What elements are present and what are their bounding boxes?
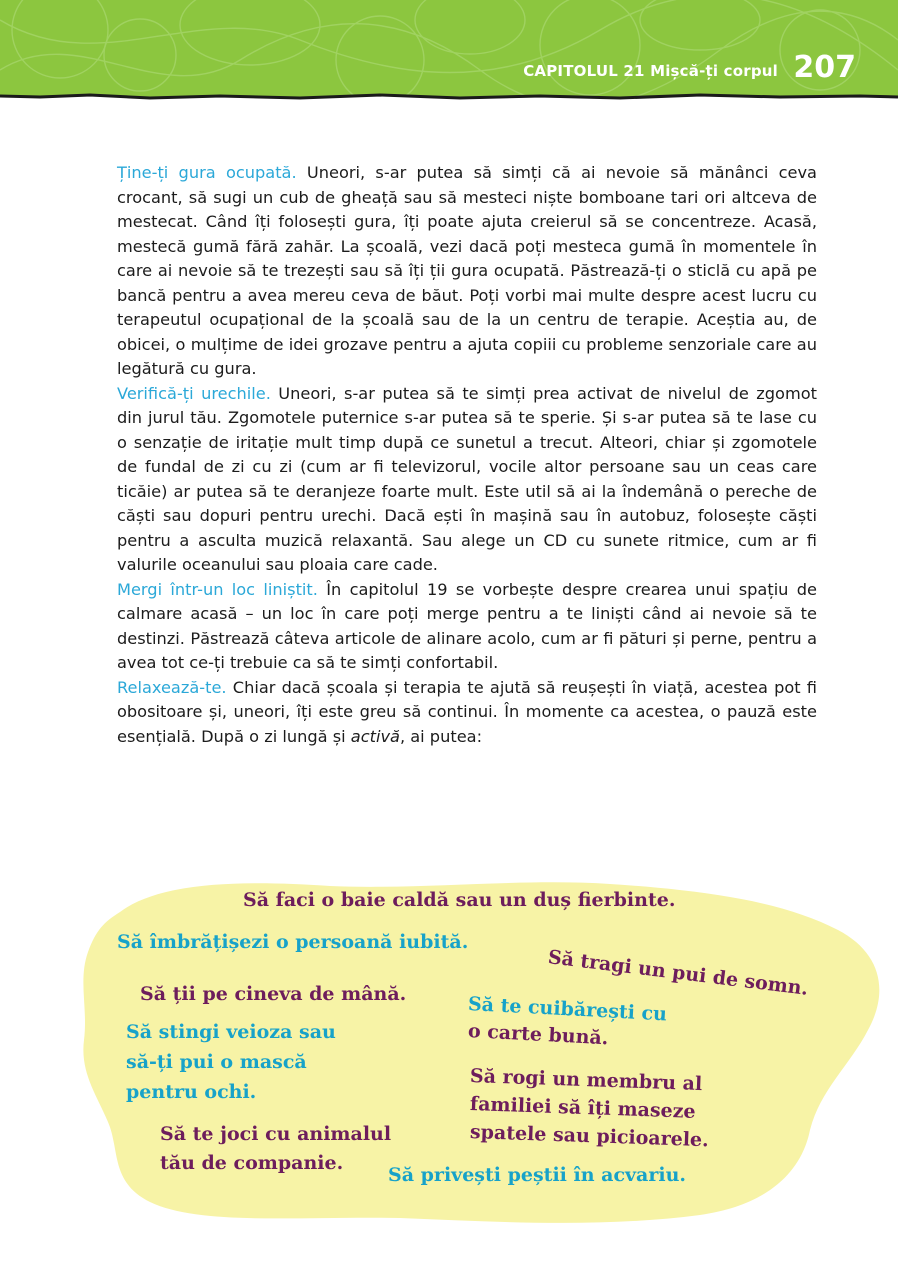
main-text [117, 161, 817, 749]
chapter-title: CAPITOLUL 21 Mișcă-ți corpul [523, 62, 778, 80]
idea-pet-line-2: tău de companie. [160, 1152, 344, 1174]
idea-hug: Să îmbrățișezi o persoană iubită. [117, 931, 469, 953]
idea-bath: Să faci o baie caldă sau un duș fierbinte. [243, 889, 676, 911]
paragraph-heading: Verifică-ți urechile. [117, 383, 271, 403]
idea-curl-up-line-2: o carte bună. [467, 1020, 609, 1050]
paragraph-heading: Mergi într-un loc liniștit. [117, 579, 318, 599]
paragraph-text-end: , ai putea: [399, 726, 483, 746]
paragraph-text: Uneori, s-ar putea să te simți prea activat de nivelul de zgomot din jurul tău. Zgomotele puternice s-ar putea să te sperie. Și s-ar putea să te lase cu o senzație de iritație mult timp după ce sunetul a trecut. Alteori, chiar și zgomotele de fundal de zi cu zi (cum ar fi televizorul, vocile altor persoane sau un ceas care ticăie) ar putea să te deranjeze foarte mult. Este util să ai la îndemână o pereche de căști sau dopuri pentru urechi. Dacă ești în mașină sau în autobuz, folosește căști pentru a asculta muzică relaxantă. Sau alege un CD cu sunete ritmice, cum ar fi valurile oceanului sau ploaia care cade. [117, 383, 817, 574]
paragraph-relax [117, 676, 817, 750]
paragraph-mouth [117, 161, 817, 382]
idea-lamp-line-1: Să stingi veioza sau [126, 1021, 336, 1043]
emphasis-word: activă [350, 726, 400, 746]
paragraph-ears [117, 382, 817, 578]
idea-massage-line-2: familiei să îți maseze [469, 1093, 696, 1123]
paragraph-heading: Ține-ți gura ocupată. [117, 163, 297, 182]
idea-lamp-line-3: pentru ochi. [126, 1081, 257, 1103]
idea-nap: Să tragi un pui de somn. [546, 946, 810, 1000]
paragraph-quiet-place [117, 578, 817, 676]
header-torn-edge [0, 84, 898, 100]
idea-curl-up-line-1: Să te cuibărești cu [467, 993, 668, 1026]
chapter-header-band [0, 0, 898, 100]
paragraph-text: În capitolul 19 se vorbește despre crearea unui spațiu de calmare acasă – un loc în care poți merge pentru a te liniști când ai nevoie să te destinzi. Păstrează câteva articole de alinare acolo, cum ar fi pături și perne, pentru a avea tot ce-ți trebuie ca să te simți confortabil. [117, 579, 817, 672]
idea-massage-line-3: spatele sau picioarele. [469, 1121, 710, 1152]
idea-fish: Să privești peștii în acvariu. [388, 1164, 687, 1186]
idea-lamp-line-2: să-ți pui o mască [126, 1051, 307, 1073]
paragraph-heading: Relaxează-te. [117, 677, 227, 697]
idea-hold-hand: Să ții pe cineva de mână. [140, 983, 407, 1005]
paragraph-text: Chiar dacă școala și terapia te ajută să reușești în viață, acestea pot fi obositoare și, uneori, îți este greu să continui. În momente ca acestea, o pauză este esențială. După o zi lungă și [117, 677, 817, 746]
idea-massage-line-1: Să rogi un membru al [469, 1065, 703, 1096]
idea-pet-line-1: Să te joci cu animalul [160, 1123, 392, 1145]
page-number: 207 [793, 50, 856, 85]
paragraph-text: Uneori, s-ar putea să simți că ai nevoie să mănânci ceva crocant, să sugi un cub de gheață sau să mesteci niște bomboane tari ori altceva de mestecat. Când îți folosești gura, îți poate ajuta creierul să se concentreze. Acasă, mestecă gumă fără zahăr. La școală, vezi dacă poți mesteca gumă în momentele în care ai nevoie să te trezești sau să îți ții gura ocupată. Păstrează-ți o sticlă cu apă pe bancă pentru a avea mereu ceva de băut. Poți vorbi mai multe despre acest lucru cu terapeutul ocupațional de la școală sau de la un centru de terapie. Aceștia au, de obicei, o mulțime de idei grozave pentru a ajuta copiii cu probleme senzoriale care au legătură cu gura. [117, 163, 817, 378]
